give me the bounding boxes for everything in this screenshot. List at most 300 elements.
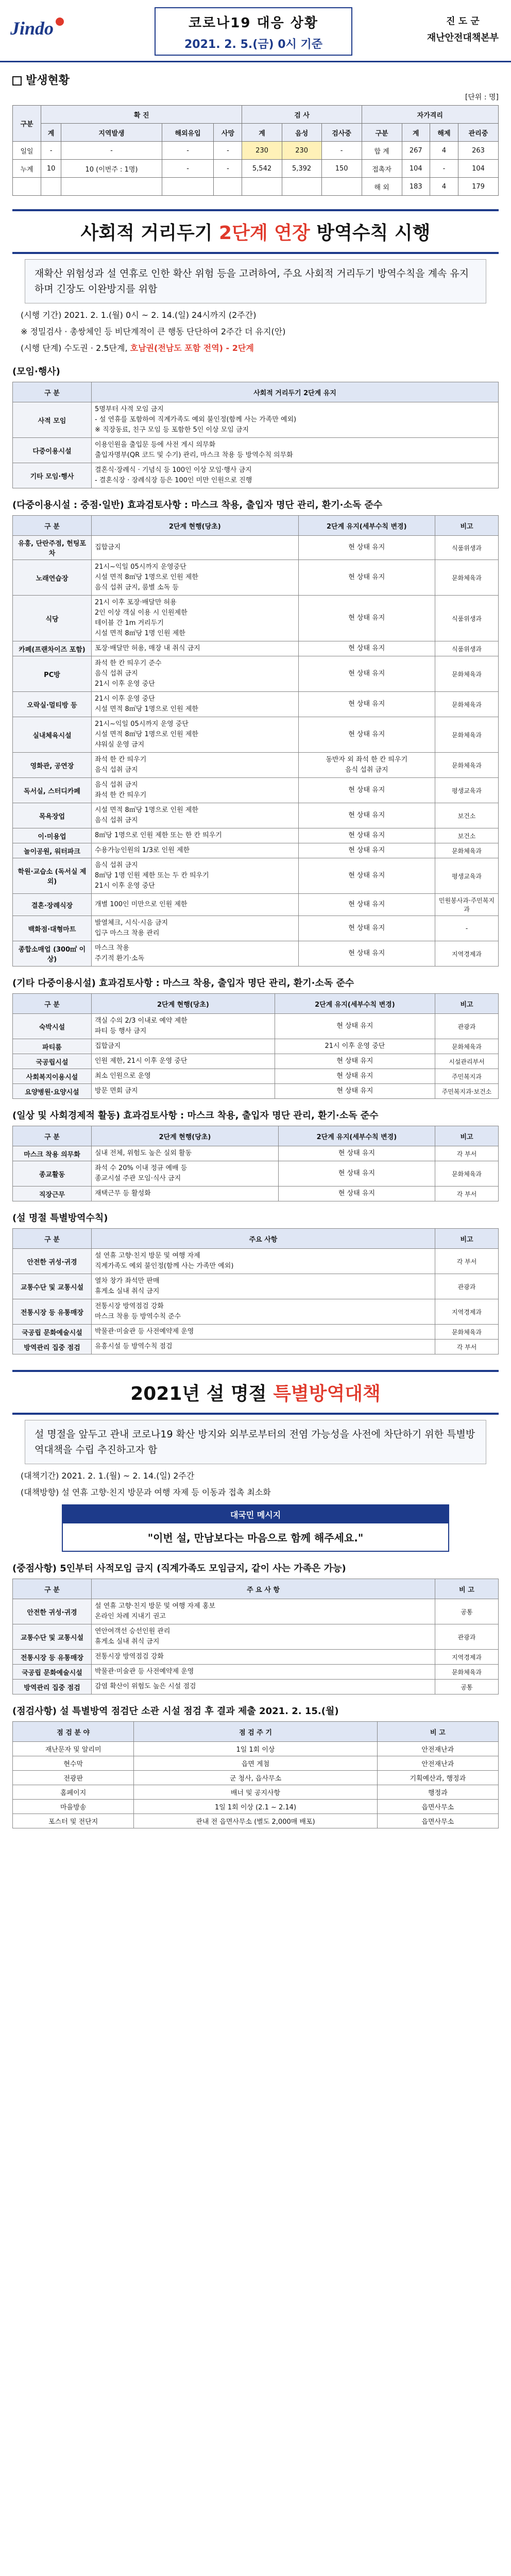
table-row: [13, 1742, 499, 1756]
bullet-line: 수용가능인원의 1/3로 인원 제한: [95, 846, 190, 854]
bullet-line: 입구 마스크 착용 관리: [95, 929, 160, 937]
bullet-line: 현 상태 유지: [348, 731, 385, 738]
bullet-line: 시설 면적 8㎡당 1명으로 인원 제한: [95, 705, 198, 713]
page-title: 코로나19 대응 상황: [188, 15, 319, 31]
status-table: 구분 확 진 검 사 자가격리 계 지역발생 해외유입 사망 계 음성 검사중 구분 계 해제 관리중 일일 - - - - 230 230 - 합 계 267 4 263 누계 10 10 (이번주 : 1명) - - 5,542 5,392 150 접촉자 104 - 104 해 외 183 4 179: [12, 105, 499, 196]
current-rule: [92, 641, 299, 656]
row-note: 평생교육과: [435, 858, 499, 894]
row-category: 백화점·대형마트: [13, 916, 92, 941]
row-content: [92, 1599, 435, 1624]
report-date: 2021. 2. 5.(금) 0시 기준: [184, 38, 322, 51]
row-note: 식품위생과: [435, 536, 499, 560]
row-category: 식당: [13, 596, 92, 641]
current-rule: [92, 941, 299, 967]
row-note: 문화체육과: [435, 717, 499, 753]
bullet-line: 시설 면적 8㎡당 1명으로 인원 제한: [95, 731, 198, 738]
bullet-line: 현 상태 유지: [348, 872, 385, 879]
table-row: [13, 1665, 499, 1680]
bullet-line: 열차 창가 좌석만 판매: [95, 1277, 160, 1285]
table-row: [13, 1069, 499, 1084]
bullet-line: 현 상태 유지: [348, 573, 385, 581]
row-category: 교통수단 및 교통시설: [13, 1624, 92, 1650]
row-content: [92, 402, 499, 438]
kept-rule: [298, 656, 435, 692]
bullet-line: 음식 섭취 금지: [95, 670, 138, 677]
kept-rule: [298, 916, 435, 941]
bullet-line: 종교시설 주관 모임·식사 금지: [95, 1175, 181, 1182]
table-row: [13, 1249, 499, 1274]
bullet-line: 이용인원을 출입문 등에 사전 게시 의무화: [95, 441, 216, 449]
promotion-cell: 읍면사무소: [377, 1814, 498, 1828]
bullet-line: 현 상태 유지: [348, 811, 385, 819]
row-category: PC방: [13, 656, 92, 692]
table-row: [13, 916, 499, 941]
bullet-line: 21시~익일 05시까지 운영 중단: [95, 720, 189, 728]
bullet-line: 재택근무 등 활성화: [95, 1190, 151, 1197]
bullet-line: 현 상태 유지: [338, 1190, 375, 1197]
table-row: [13, 1146, 499, 1161]
holiday-rules-table: 구 분 주요 사항 비고 안전한 귀성·귀경 설 연휴 고향·친지 방문 및 여행 자제 직계가족도 예외 불인정(함께 사는 가족만 예외) 각 부서 교통수단 및 교통시설 열차 창가 좌석만 판매 휴게소 실내 취식 금지 관광과 전통시장 등 유통매장 전통시장 방역점검 강화 마스크 착용 등 방역수칙 준수 지역경제과 국공립 문화예술시설 박물관·미술관 등 사전예약제 운영 문화체육과 방역관리 집중 점검 유흥시설 등 방역수칙 점검 각 부서: [12, 1228, 499, 1354]
notice-level: (시행 단계) 수도권 · 2.5단계, 호남권(전남도 포함 전역) - 2단계: [21, 343, 254, 353]
row-category: 이·미용업: [13, 828, 92, 843]
kept-rule: [298, 858, 435, 894]
bullet-line: 동반자 외 좌석 한 칸 띄우기: [326, 756, 408, 764]
row-category: 요양병원·요양시설: [13, 1084, 92, 1099]
row-note: 지역경제과: [435, 941, 499, 967]
bullet-line: 집합금지: [95, 544, 121, 551]
promotion-cell: 포스터 및 전단지: [13, 1814, 134, 1828]
status-cell: 5,392: [282, 160, 321, 178]
bullet-line: 현 상태 유지: [338, 1170, 375, 1177]
daily-activity-table: 구 분 2단계 현행(당초) 2단계 유지(세부수칙 변경) 비고 마스크 착용 의무화 실내 전체, 위험도 높은 실외 활동 현 상태 유지 각 부서 종교활동 좌석 수 20% 이내 정규 예배 등 종교시설 주관 모임·식사 금지 현 상태 유지 문화체육과 직장근무 재택근무 등 활성화 현 상태 유지 각 부서: [12, 1126, 499, 1201]
row-category: 방역관리 집중 점검: [13, 1680, 92, 1694]
kept-rule: [298, 828, 435, 843]
promotion-cell: 안전재난과: [377, 1756, 498, 1771]
bullet-line: 박물관·미술관 등 사전예약제 운영: [95, 1668, 194, 1675]
kept-rule: [278, 1187, 435, 1201]
row-note: 주민복지과: [435, 1069, 499, 1084]
row-category: 실내체육시설: [13, 717, 92, 753]
status-body: [13, 142, 499, 196]
table-row: [13, 753, 499, 778]
row-content: [92, 1680, 435, 1694]
status-cell: -: [162, 160, 214, 178]
bullet-line: 개별 100인 미만으로 인원 제한: [95, 901, 188, 908]
bullet-line: 21시 이후 운영 중단: [95, 680, 155, 688]
table-row: [13, 1599, 499, 1624]
bullet-line: 박물관·미술관 등 사전예약제 운영: [95, 1328, 194, 1335]
promotion-cell: 1일 1회 이상 (2.1 ~ 2.14): [134, 1800, 377, 1814]
row-note: 관광과: [435, 1014, 499, 1039]
status-cell: -: [321, 142, 362, 160]
holiday-period: (대책기간) 2021. 2. 1.(월) ~ 2. 14.(일) 2주간: [21, 1471, 195, 1481]
bullet-line: 현 상태 유지: [348, 901, 385, 908]
current-rule: [92, 858, 299, 894]
table-row: [13, 1650, 499, 1665]
status-cell: 183: [402, 178, 430, 196]
row-category: 종교활동: [13, 1161, 92, 1187]
row-note: 민원봉사과·주민복지과: [435, 894, 499, 916]
row-note: 관광과: [435, 1624, 499, 1650]
row-category: 목욕장업: [13, 803, 92, 828]
row-category: 파티룸: [13, 1039, 92, 1054]
bullet-line: 현 상태 유지: [348, 614, 385, 622]
row-note: 식품위생과: [435, 641, 499, 656]
promotion-cell: 1일 1회 이상: [134, 1742, 377, 1756]
row-note: 각 부서: [435, 1340, 499, 1354]
title-box: [155, 7, 352, 56]
bullet-line: 현 상태 유지: [348, 924, 385, 932]
row-content: [92, 1299, 435, 1325]
bullet-line: 출입자명부(QR 코드 및 수기) 관리, 마스크 착용 등 방역수칙 의무화: [95, 451, 293, 459]
row-category: 국공립 문화예술시설: [13, 1325, 92, 1340]
t3-title: (기타 다중이용시설) 효과검토사항 : 마스크 착용, 출입자 명단 관리, 환기·소독 준수: [12, 978, 354, 989]
header: [0, 0, 511, 62]
bullet-line: 시설 면적 8㎡당 1명 인원 제한: [95, 630, 185, 637]
t6-title: (중점사항) 5인부터 사적모임 금지 (직계가족도 모임금지, 같이 사는 가족은 가능): [12, 1563, 346, 1574]
row-note: 관광과: [435, 1274, 499, 1299]
jindo-logo: Jindo: [10, 18, 64, 39]
promotion-cell: 읍면사무소: [377, 1800, 498, 1814]
promotion-cell: 홈페이지: [13, 1785, 134, 1800]
table-row: [13, 692, 499, 717]
row-note: 보건소: [435, 828, 499, 843]
bullet-line: 포장·배달만 허용, 매장 내 취식 금지: [95, 645, 200, 652]
status-cell: [214, 178, 242, 196]
kept-rule: [298, 941, 435, 967]
status-cell: 263: [458, 142, 498, 160]
bullet-line: 파티 등 행사 금지: [95, 1027, 147, 1035]
row-note: -: [435, 916, 499, 941]
status-cell: -: [214, 142, 242, 160]
bullet-line: 객실 수의 2/3 이내로 예약 제한: [95, 1017, 188, 1025]
table-row: [13, 402, 499, 438]
status-cell: 179: [458, 178, 498, 196]
bullet-line: 휴게소 실내 취식 금지: [95, 1638, 160, 1646]
row-category: 전통시장 등 유통매장: [13, 1650, 92, 1665]
bullet-line: 현 상태 유지: [348, 645, 385, 652]
table-row: [13, 803, 499, 828]
status-cell: 4: [430, 178, 458, 196]
current-rule: [92, 560, 299, 596]
table-row: [13, 1161, 499, 1187]
bullet-line: 음식 섭취 금지: [95, 861, 138, 869]
notice-period: (시행 기간) 2021. 2. 1.(월) 0시 ~ 2. 14.(일) 24시까지 (2주간): [21, 310, 257, 320]
row-category: 마스크 착용 의무화: [13, 1146, 92, 1161]
other-facility-table: 구 분 2단계 현행(당초) 2단계 유지(세부수칙 변경) 비고 숙박시설 객실 수의 2/3 이내로 예약 제한 파티 등 행사 금지 현 상태 유지 관광과 파티룸 집합금지 21시 이후 운영 중단 문화체육과 국공립시설 인원 제한, 21시 이후 운영 중단 현 상태 유지 시설관리부서 사회복지이용시설 최소 인원으로 운영 현 상태 유지 주민복지과 요양병원·요양시설 방문 면회 금지 현 상태 유지 주민복지과·보건소: [12, 993, 499, 1099]
bullet-line: 직계가족도 예외 불인정(함께 사는 가족만 예외): [95, 1262, 234, 1270]
status-cell: [321, 178, 362, 196]
status-cell: 230: [282, 142, 321, 160]
row-content: [92, 463, 499, 488]
bullet-line: 현 상태 유지: [348, 832, 385, 839]
row-note: 지역경제과: [435, 1299, 499, 1325]
status-cell: -: [61, 142, 162, 160]
status-cell: 4: [430, 142, 458, 160]
row-category: 독서실, 스터디카페: [13, 778, 92, 803]
row-note: 각 부서: [435, 1146, 499, 1161]
bullet-line: 실내 전체, 위험도 높은 실외 활동: [95, 1149, 192, 1157]
row-category: 안전한 귀성·귀경: [13, 1599, 92, 1624]
bullet-line: 현 상태 유지: [348, 700, 385, 708]
current-rule: [92, 828, 299, 843]
bullet-line: 좌석 한 칸 띄우기 준수: [95, 659, 162, 667]
kept-rule: [298, 753, 435, 778]
row-category: 국공립시설: [13, 1054, 92, 1069]
promotion-cell: 기획예산과, 행정과: [377, 1771, 498, 1785]
bullet-line: 테이블 간 1m 거리두기: [95, 619, 164, 627]
status-cell: 합 계: [362, 142, 402, 160]
holiday-banner: 2021년 설 명절 특별방역대책: [12, 1370, 499, 1415]
bullet-line: 좌석 한 칸 띄우기: [95, 791, 147, 799]
table-row: [13, 1187, 499, 1201]
bullet-line: 시설 면적 8㎡당 1명으로 인원 제한: [95, 573, 198, 581]
row-category: 사회복지이용시설: [13, 1069, 92, 1084]
status-cell: 10 (이번주 : 1명): [61, 160, 162, 178]
t7-title: (점검사항) 설 특별방역 점검단 소관 시설 점검 후 결과 제출 2021. 2. 15.(월): [12, 1706, 339, 1717]
kept-rule: [298, 843, 435, 858]
row-note: 문화체육과: [435, 1665, 499, 1680]
row-note: 평생교육과: [435, 778, 499, 803]
status-cell: 5,542: [242, 160, 282, 178]
row-category: 안전한 귀성·귀경: [13, 1249, 92, 1274]
bullet-line: 8㎡당 1명으로 인원 제한 또는 한 칸 띄우기: [95, 832, 222, 839]
public-message: "이번 설, 만남보다는 마음으로 함께 해주세요.": [147, 1532, 364, 1544]
holiday-intro: 설 명절을 앞두고 관내 코로나19 확산 방지와 외부로부터의 전염 가능성을 사전에 차단하기 위한 특별방역대책을 수립 추진하고자 함: [25, 1420, 486, 1464]
notice-banner: 사회적 거리두기 2단계 연장 방역수칙 시행: [12, 209, 499, 254]
row-category: 기타 모임·행사: [13, 463, 92, 488]
kept-rule: [298, 560, 435, 596]
row-category: 방역관리 집중 점검: [13, 1340, 92, 1354]
row-note: 시설관리부서: [435, 1054, 499, 1069]
current-rule: [92, 596, 299, 641]
holiday-focus-table: 구 분 주 요 사 항 비 고 안전한 귀성·귀경 설 연휴 고향·친지 방문 및 여행 자제 홍보 온라인 차례 지내기 권고 공통 교통수단 및 교통시설 연안여객선 승선인원 관리 휴게소 실내 취식 금지 관광과 전통시장 등 유통매장 전통시장 방역점검 강화 지역경제과 국공립 문화예술시설 박물관·미술관 등 사전예약제 운영 문화체육과 방역관리 집중 점검 감염 확산이 위험도 높은 시설 점검 공통: [12, 1579, 499, 1694]
bullet-line: 전통시장 방역점검 강화: [95, 1302, 164, 1310]
table-row: [13, 641, 499, 656]
row-category: 전통시장 등 유통매장: [13, 1299, 92, 1325]
row-category: 노래연습장: [13, 560, 92, 596]
table-row: [13, 560, 499, 596]
row-category: 영화관, 공연장: [13, 753, 92, 778]
table-row: [13, 463, 499, 488]
row-content: [92, 438, 499, 463]
status-cell: 해 외: [362, 178, 402, 196]
status-cell: 10: [41, 160, 61, 178]
row-note: 주민복지과·보건소: [435, 1084, 499, 1099]
bullet-line: 현 상태 유지: [348, 846, 385, 854]
public-message-box: [62, 1504, 449, 1552]
bullet-line: 집합금지: [95, 1042, 121, 1050]
status-row: [13, 160, 499, 178]
promotion-cell: 관내 전 읍면사무소 (별도 2,000매 배포): [134, 1814, 377, 1828]
t2-title: (다중이용시설 : 중점·일반) 효과검토사항 : 마스크 착용, 출입자 명단 관리, 환기·소독 준수: [12, 500, 383, 511]
logo-ball-icon: [56, 18, 64, 26]
bullet-line: ※ 직장동료, 친구 모임 등 포함한 5인 이상 모임 금지: [95, 426, 249, 434]
holiday-target: (대책방향) 설 연휴 고향·친지 방문과 여행 자제 등 이동과 접촉 최소화: [21, 1487, 271, 1497]
row-category: 종합소매업 (300㎡ 이상): [13, 941, 92, 967]
current-rule: [92, 753, 299, 778]
bullet-line: 설 연휴 고향·친지 방문 및 여행 자제 홍보: [95, 1602, 215, 1610]
row-content: [92, 1249, 435, 1274]
table-row: [13, 1274, 499, 1299]
row-content: [92, 1665, 435, 1680]
bullet-line: 현 상태 유지: [336, 1072, 373, 1080]
table-row: [13, 1340, 499, 1354]
current-rule: [92, 778, 299, 803]
bullet-line: 최소 인원으로 운영: [95, 1072, 151, 1080]
kept-rule: [278, 1161, 435, 1187]
row-category: 놀이공원, 워터파크: [13, 843, 92, 858]
bullet-line: 온라인 차례 지내기 권고: [95, 1613, 166, 1620]
status-cell: -: [162, 142, 214, 160]
bullet-line: - 결혼식장 · 장례식장 등은 100인 미만 인원으로 진행: [95, 477, 252, 484]
table-row: [13, 1299, 499, 1325]
status-cell: -: [41, 142, 61, 160]
status-cell: 접촉자: [362, 160, 402, 178]
bullet-line: 좌석 한 칸 띄우기: [95, 756, 147, 764]
current-rule: [92, 656, 299, 692]
table-row: [13, 717, 499, 753]
notice-period-note: ※ 정밀검사 · 총쌍체인 등 비단계적이 큰 행동 단단하여 2주간 더 유지(안): [21, 327, 286, 336]
row-category: 카페(프랜차이즈 포함): [13, 641, 92, 656]
current-rule: [92, 1069, 275, 1084]
status-cell: [242, 178, 282, 196]
bullet-line: 마스크 착용 등 방역수칙 준수: [95, 1313, 181, 1320]
table-row: [13, 596, 499, 641]
row-note: 보건소: [435, 803, 499, 828]
current-rule: [92, 1054, 275, 1069]
row-note: 문화체육과: [435, 1039, 499, 1054]
bullet-line: 현 상태 유지: [336, 1087, 373, 1095]
bullet-line: 유흥시설 등 방역수칙 점검: [95, 1343, 173, 1350]
table-row: [13, 843, 499, 858]
current-rule: [92, 843, 299, 858]
row-category: 오락실·멀티방 등: [13, 692, 92, 717]
kept-rule: [275, 1054, 435, 1069]
bullet-line: 전통시장 방역점검 강화: [95, 1653, 164, 1660]
bullet-line: 마스크 착용: [95, 944, 129, 952]
row-category: 다중이용시설: [13, 438, 92, 463]
notice-intro: 재확산 위험성과 설 연휴로 인한 확산 위험 등을 고려하여, 주요 사회적 거리두기 방역수칙을 계속 유지하며 긴장도 이완방지를 위함: [25, 259, 486, 303]
bullet-line: 5명부터 사적 모임 금지: [95, 405, 164, 413]
table-row: [13, 536, 499, 560]
kept-rule: [298, 778, 435, 803]
promotion-cell: 배너 및 공지사항: [134, 1785, 377, 1800]
gathering-table: 구 분 사회적 거리두기 2단계 유지 사적 모임 5명부터 사적 모임 금지 - 설 연휴를 포함하여 직계가족도 예외 불인정(함께 사는 가족만 예외) ※ 직장동료, 친구 모임 등 포함한 5인 이상 모임 금지 다중이용시설 이용인원을 출입문 등에 사전 게시 의무화 출입자명부(QR 코드 및 수기) 관리, 마스크 착용 등 방역수칙 의무화 기타 모임·행사 결혼식·장례식 · 기념식 등 100인 이상 모임·행사 금지 - 결혼식장 · 장례식장 등은 100인 미만 인원으로 진행: [12, 382, 499, 488]
table-row: [13, 1624, 499, 1650]
row-category: 결혼·장례식장: [13, 894, 92, 916]
status-row: [13, 178, 499, 196]
bullet-line: 감염 확산이 위험도 높은 시설 점검: [95, 1683, 196, 1690]
bullet-line: 좌석 수 20% 이내 정규 예배 등: [95, 1164, 188, 1172]
table-row: [13, 894, 499, 916]
promotion-cell: 마을방송: [13, 1800, 134, 1814]
row-note: 문화체육과: [435, 560, 499, 596]
row-note: 문화체육과: [435, 1325, 499, 1340]
promotion-cell: 안전재난과: [377, 1742, 498, 1756]
kept-rule: [298, 536, 435, 560]
current-rule: [92, 692, 299, 717]
promotion-cell: 읍면 게첨: [134, 1756, 377, 1771]
current-rule: [92, 1014, 275, 1039]
kept-rule: [298, 692, 435, 717]
row-content: [92, 1650, 435, 1665]
table-row: [13, 438, 499, 463]
current-rule: [92, 717, 299, 753]
table-row: [13, 828, 499, 843]
checkbox-square-icon: [12, 76, 22, 86]
promotion-cell: 행정과: [377, 1785, 498, 1800]
bullet-line: 21시~익일 05시까지 운영중단: [95, 563, 186, 571]
status-heading: 발생현황: [12, 72, 499, 88]
t4-title: (일상 및 사회경제적 활동) 효과검토사항 : 마스크 착용, 출입자 명단 관리, 환기·소독 준수: [12, 1110, 379, 1121]
bullet-line: 결혼식·장례식 · 기념식 등 100인 이상 모임·행사 금지: [95, 466, 252, 474]
row-note: 지역경제과: [435, 1650, 499, 1665]
table-row: [13, 1014, 499, 1039]
table-row: [13, 778, 499, 803]
promotion-cell: 재난문자 및 알리미: [13, 1742, 134, 1756]
promotion-cell: 현수막: [13, 1756, 134, 1771]
row-note: 문화체육과: [435, 692, 499, 717]
status-cell: [162, 178, 214, 196]
kept-rule: [298, 596, 435, 641]
kept-rule: [275, 1069, 435, 1084]
t5-title: (설 명절 특별방역수칙): [12, 1213, 108, 1224]
table-row: [13, 1680, 499, 1694]
facility-table: 구 분 2단계 현행(당초) 2단계 유지(세부수칙 변경) 비고 유흥, 단란주점, 헌팅포차 집합금지 현 상태 유지 식품위생과 노래연습장 21시~익일 05시까지 운영중단 시설 면적 8㎡당 1명으로 인원 제한 음식 섭취 금지, 룸별 소독 등 현 상태 유지 문화체육과 식당 21시 이후 포장·배달만 허용 2인 이상 객실 이용 시 인원제한 테이블 간 1m 거리두기 시설 면적 8㎡당 1명 인원 제한 현 상태 유지 식품위생과 카페(프랜차이즈 포함) 포장·배달만 허용, 매장 내 취식 금지 현 상태 유지 식품위생과 PC방 좌석 한 칸 띄우기 준수 음식 섭취 금지 21시 이후 운영 중단 현 상태 유지 문화체육과 오락실·멀티방 등 21시 이후 운영 중단 시설 면적 8㎡당 1명으로 인원 제한 현 상태 유지 문화체육과 실내체육시설 21시~익일 05시까지 운영 중단 시설 면적 8㎡당 1명으로 인원 제한 샤워실 운영 금지 현 상태 유지 문화체육과 영화관, 공연장 좌석 한 칸 띄우기 음식 섭취 금지 동반자 외 좌석 한 칸 띄우기 음식 섭취 금지 문화체육과 독서실, 스터디카페 음식 섭취 금지 좌석 한 칸 띄우기 현 상태 유지 평생교육과 목욕장업 시설 면적 8㎡당 1명으로 인원 제한 음식 섭취 금지 현 상태 유지 보건소 이·미용업 8㎡당 1명으로 인원 제한 또는 한 칸 띄우기 현 상태 유지 보건소 놀이공원, 워터파크 수용가능인원의 1/3로 인원 제한 현 상태 유지 문화체육과 학원·교습소 (독서실 제외) 음식 섭취 금지 8㎡당 1명 인원 제한 또는 두 칸 띄우기 21시 이후 운영 중단 현 상태 유지 평생교육과 결혼·장례식장 개별 100인 미만으로 인원 제한 현 상태 유지 민원봉사과·주민복지과 백화점·대형마트 발열체크, 시식·시음 금지 입구 마스크 착용 관리 현 상태 유지 - 종합소매업 (300㎡ 이상) 마스크 착용 주기적 환기·소독 현 상태 유지 지역경제과: [12, 515, 499, 967]
status-cell: [61, 178, 162, 196]
status-cell: -: [214, 160, 242, 178]
bullet-line: 현 상태 유지: [336, 1057, 373, 1065]
status-cell: 230: [242, 142, 282, 160]
bullet-line: 휴게소 실내 취식 금지: [95, 1287, 160, 1295]
row-content: [92, 1340, 435, 1354]
row-category: 사적 모임: [13, 402, 92, 438]
promotion-cell: 전광판: [13, 1771, 134, 1785]
unit-label: [단위 : 명]: [465, 93, 499, 101]
bullet-line: 음식 섭취 금지: [95, 817, 138, 824]
table-row: [13, 1084, 499, 1099]
row-note: 식품위생과: [435, 596, 499, 641]
current-rule: [92, 1084, 275, 1099]
table-row: [13, 1800, 499, 1814]
status-cell: 104: [458, 160, 498, 178]
row-note: 각 부서: [435, 1187, 499, 1201]
bullet-line: - 설 연휴를 포함하여 직계가족도 예외 불인정(함께 사는 가족만 예외): [95, 416, 297, 423]
row-category: 학원·교습소 (독서실 제외): [13, 858, 92, 894]
row-category: 숙박시설: [13, 1014, 92, 1039]
bullet-line: 인원 제한, 21시 이후 운영 중단: [95, 1057, 188, 1065]
row-category: 유흥, 단란주점, 헌팅포차: [13, 536, 92, 560]
current-rule: [92, 1146, 279, 1161]
status-cell: 일일: [13, 142, 41, 160]
row-content: [92, 1624, 435, 1650]
status-cell: [282, 178, 321, 196]
row-content: [92, 1325, 435, 1340]
bullet-line: 시설 면적 8㎡당 1명으로 인원 제한: [95, 806, 198, 814]
bullet-line: 현 상태 유지: [348, 670, 385, 677]
bullet-line: 연안여객선 승선인원 관리: [95, 1628, 171, 1635]
current-rule: [92, 803, 299, 828]
current-rule: [92, 1187, 279, 1201]
status-row: [13, 142, 499, 160]
table-row: [13, 1814, 499, 1828]
table-row: [13, 1756, 499, 1771]
row-note: 문화체육과: [435, 843, 499, 858]
bullet-line: 2인 이상 객실 이용 시 인원제한: [95, 609, 188, 617]
department: 진 도 군 재난안전대책본부: [427, 16, 499, 43]
bullet-line: 샤워실 운영 금지: [95, 741, 145, 749]
